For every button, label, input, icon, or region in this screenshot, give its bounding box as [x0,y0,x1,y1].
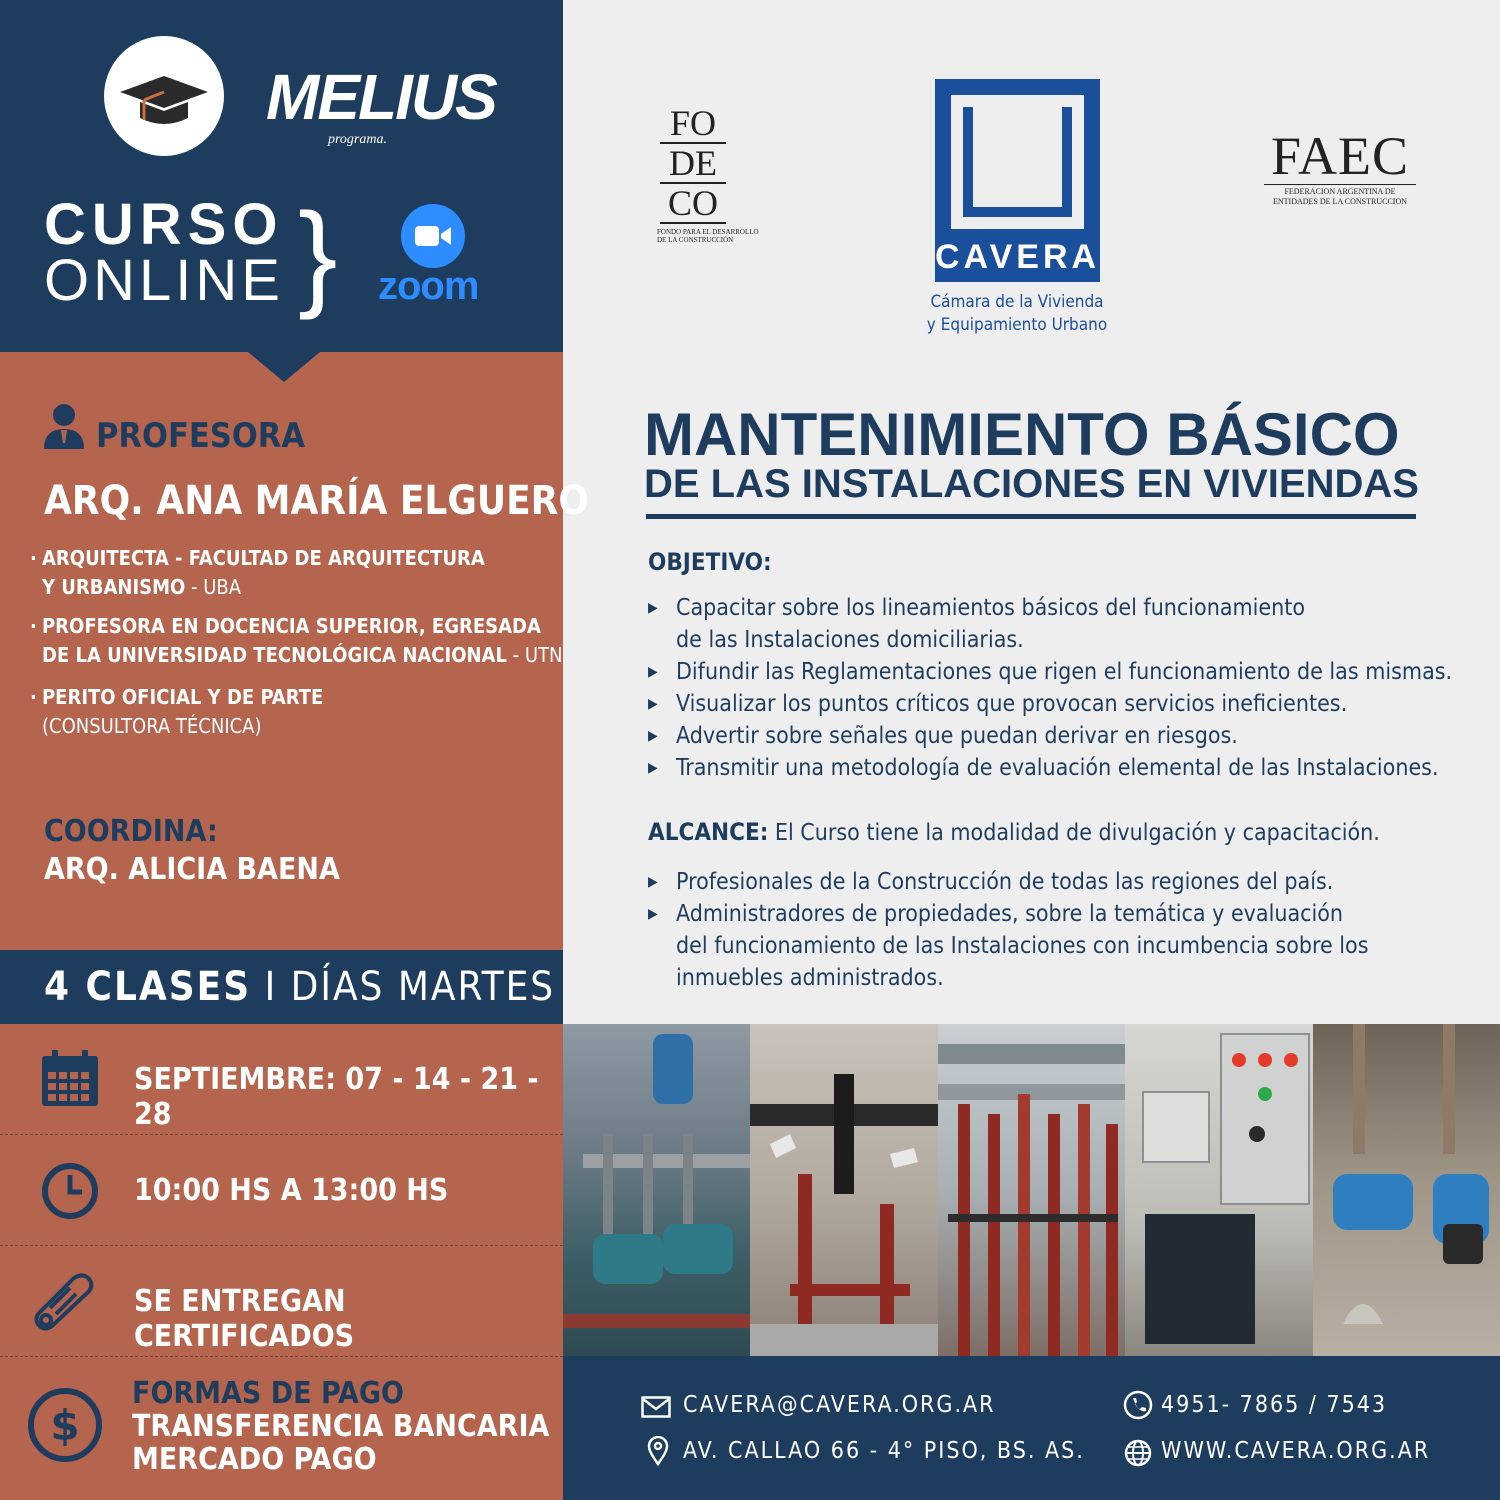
photo-faucet [750,1024,937,1356]
globe-icon [1123,1438,1153,1468]
course-subtitle: DE LAS INSTALACIONES EN VIVIENDAS [644,462,1419,506]
credential-item: · PERITO OFICIAL Y DE PARTE (CONSULTORA TÉCNICA) [30,685,324,738]
cavera-subtitle: y Equipamiento Urbano [926,315,1108,335]
zoom-camera-icon [401,204,465,268]
faec-logo: FAEC FEDERACION ARGENTINA DE ENTIDADES DE LA CONSTRUCCION [1264,128,1416,207]
zoom-logo-text: zoom [378,264,479,308]
location-pin-icon [647,1436,669,1466]
scope-item: ▶ Administradores de propiedades, sobre la temática y evaluación del funcionamiento de las Instalaciones con incumbencia sobre los inmuebles administrados. [648,901,1369,991]
diploma-icon [30,1268,102,1334]
dollar-icon [26,1386,104,1464]
title-divider [646,514,1416,519]
svg-text:$: $ [50,1401,80,1450]
panel-notch [248,352,320,382]
classes-info: 4 CLASES I DÍAS MARTES [44,964,556,1010]
brace-decoration: } [298,189,338,321]
photo-pumps [563,1024,750,1356]
phone-icon [1123,1390,1153,1420]
certificate-text: SE ENTREGAN CERTIFICADOS [134,1284,355,1354]
schedule-text: 10:00 HS A 13:00 HS [134,1173,449,1208]
address-text: AV. CALLAO 66 - 4° PISO, BS. AS. [683,1438,1085,1464]
website-link[interactable]: WWW.CAVERA.ORG.AR [1161,1438,1431,1464]
online-heading: ONLINE [44,248,284,313]
scope-item: ▶ Profesionales de la Construcción de todas las regiones del país. [648,869,1334,895]
alcance-line: ALCANCE: El Curso tiene la modalidad de divulgación y capacitación. [648,818,1380,846]
objective-item: ▶ Visualizar los puntos críticos que provocan servicios ineficientes. [648,691,1348,717]
coordina-name: ARQ. ALICIA BAENA [44,852,340,887]
coordina-label: COORDINA: [44,814,218,849]
objective-item: ▶ Capacitar sobre los lineamientos básicos del funcionamiento de las Instalaciones domiciliarias. [648,595,1306,653]
dates-row [0,1024,563,1135]
objective-item: ▶ Transmitir una metodología de evaluación elemental de las Instalaciones. [648,755,1439,781]
profesora-name: ARQ. ANA MARÍA ELGUERO [44,478,589,524]
objective-item: ▶ Advertir sobre señales que puedan derivar en riesgos. [648,723,1238,749]
installation-photos [563,1024,1500,1356]
photo-control-panel [1125,1024,1312,1356]
clock-icon [40,1161,100,1221]
photo-pipes [938,1024,1125,1356]
certificate-row [0,1246,563,1357]
fodeco-logo: FO DE CO FONDO PARA EL DESARROLLO DE LA CONSTRUCCIÓN [657,103,759,244]
profesora-label: PROFESORA [96,416,306,456]
cavera-subtitle: Cámara de la Vivienda [930,292,1104,312]
curso-heading: CURSO [44,192,284,257]
credential-item: · PROFESORA EN DOCENCIA SUPERIOR, EGRESADA DE LA UNIVERSIDAD TECNOLÓGICA NACIONAL - UTN [30,614,563,667]
payment-method: MERCADO PAGO [132,1442,377,1477]
objetivo-label: OBJETIVO: [648,548,772,576]
dates-text: SEPTIEMBRE: 07 - 14 - 21 - 28 [134,1062,539,1132]
person-icon [44,403,84,449]
credential-item: · ARQUITECTA - FACULTAD DE ARQUITECTURA Y URBANISMO - UBA [30,546,485,599]
email-link[interactable]: CAVERA@CAVERA.ORG.AR [683,1392,996,1418]
graduation-cap-icon [104,36,224,156]
payment-label: FORMAS DE PAGO [132,1376,404,1411]
melius-logo-circle [104,36,224,156]
phone-text: 4951- 7865 / 7543 [1161,1392,1388,1418]
cavera-logo-text: CAVERA [935,232,1100,282]
mail-icon [641,1396,671,1418]
photo-blue-pumps [1313,1024,1500,1356]
calendar-icon [40,1048,100,1108]
melius-logo-subtitle: programa. [328,132,387,147]
course-title: MANTENIMIENTO BÁSICO [644,401,1400,468]
contact-bar [563,1356,1500,1500]
schedule-row [0,1135,563,1246]
payment-method: TRANSFERENCIA BANCARIA [132,1409,550,1444]
objective-item: ▶ Difundir las Reglamentaciones que rigen el funcionamiento de las mismas. [648,659,1453,685]
melius-logo-text: MELIUS [266,61,496,133]
